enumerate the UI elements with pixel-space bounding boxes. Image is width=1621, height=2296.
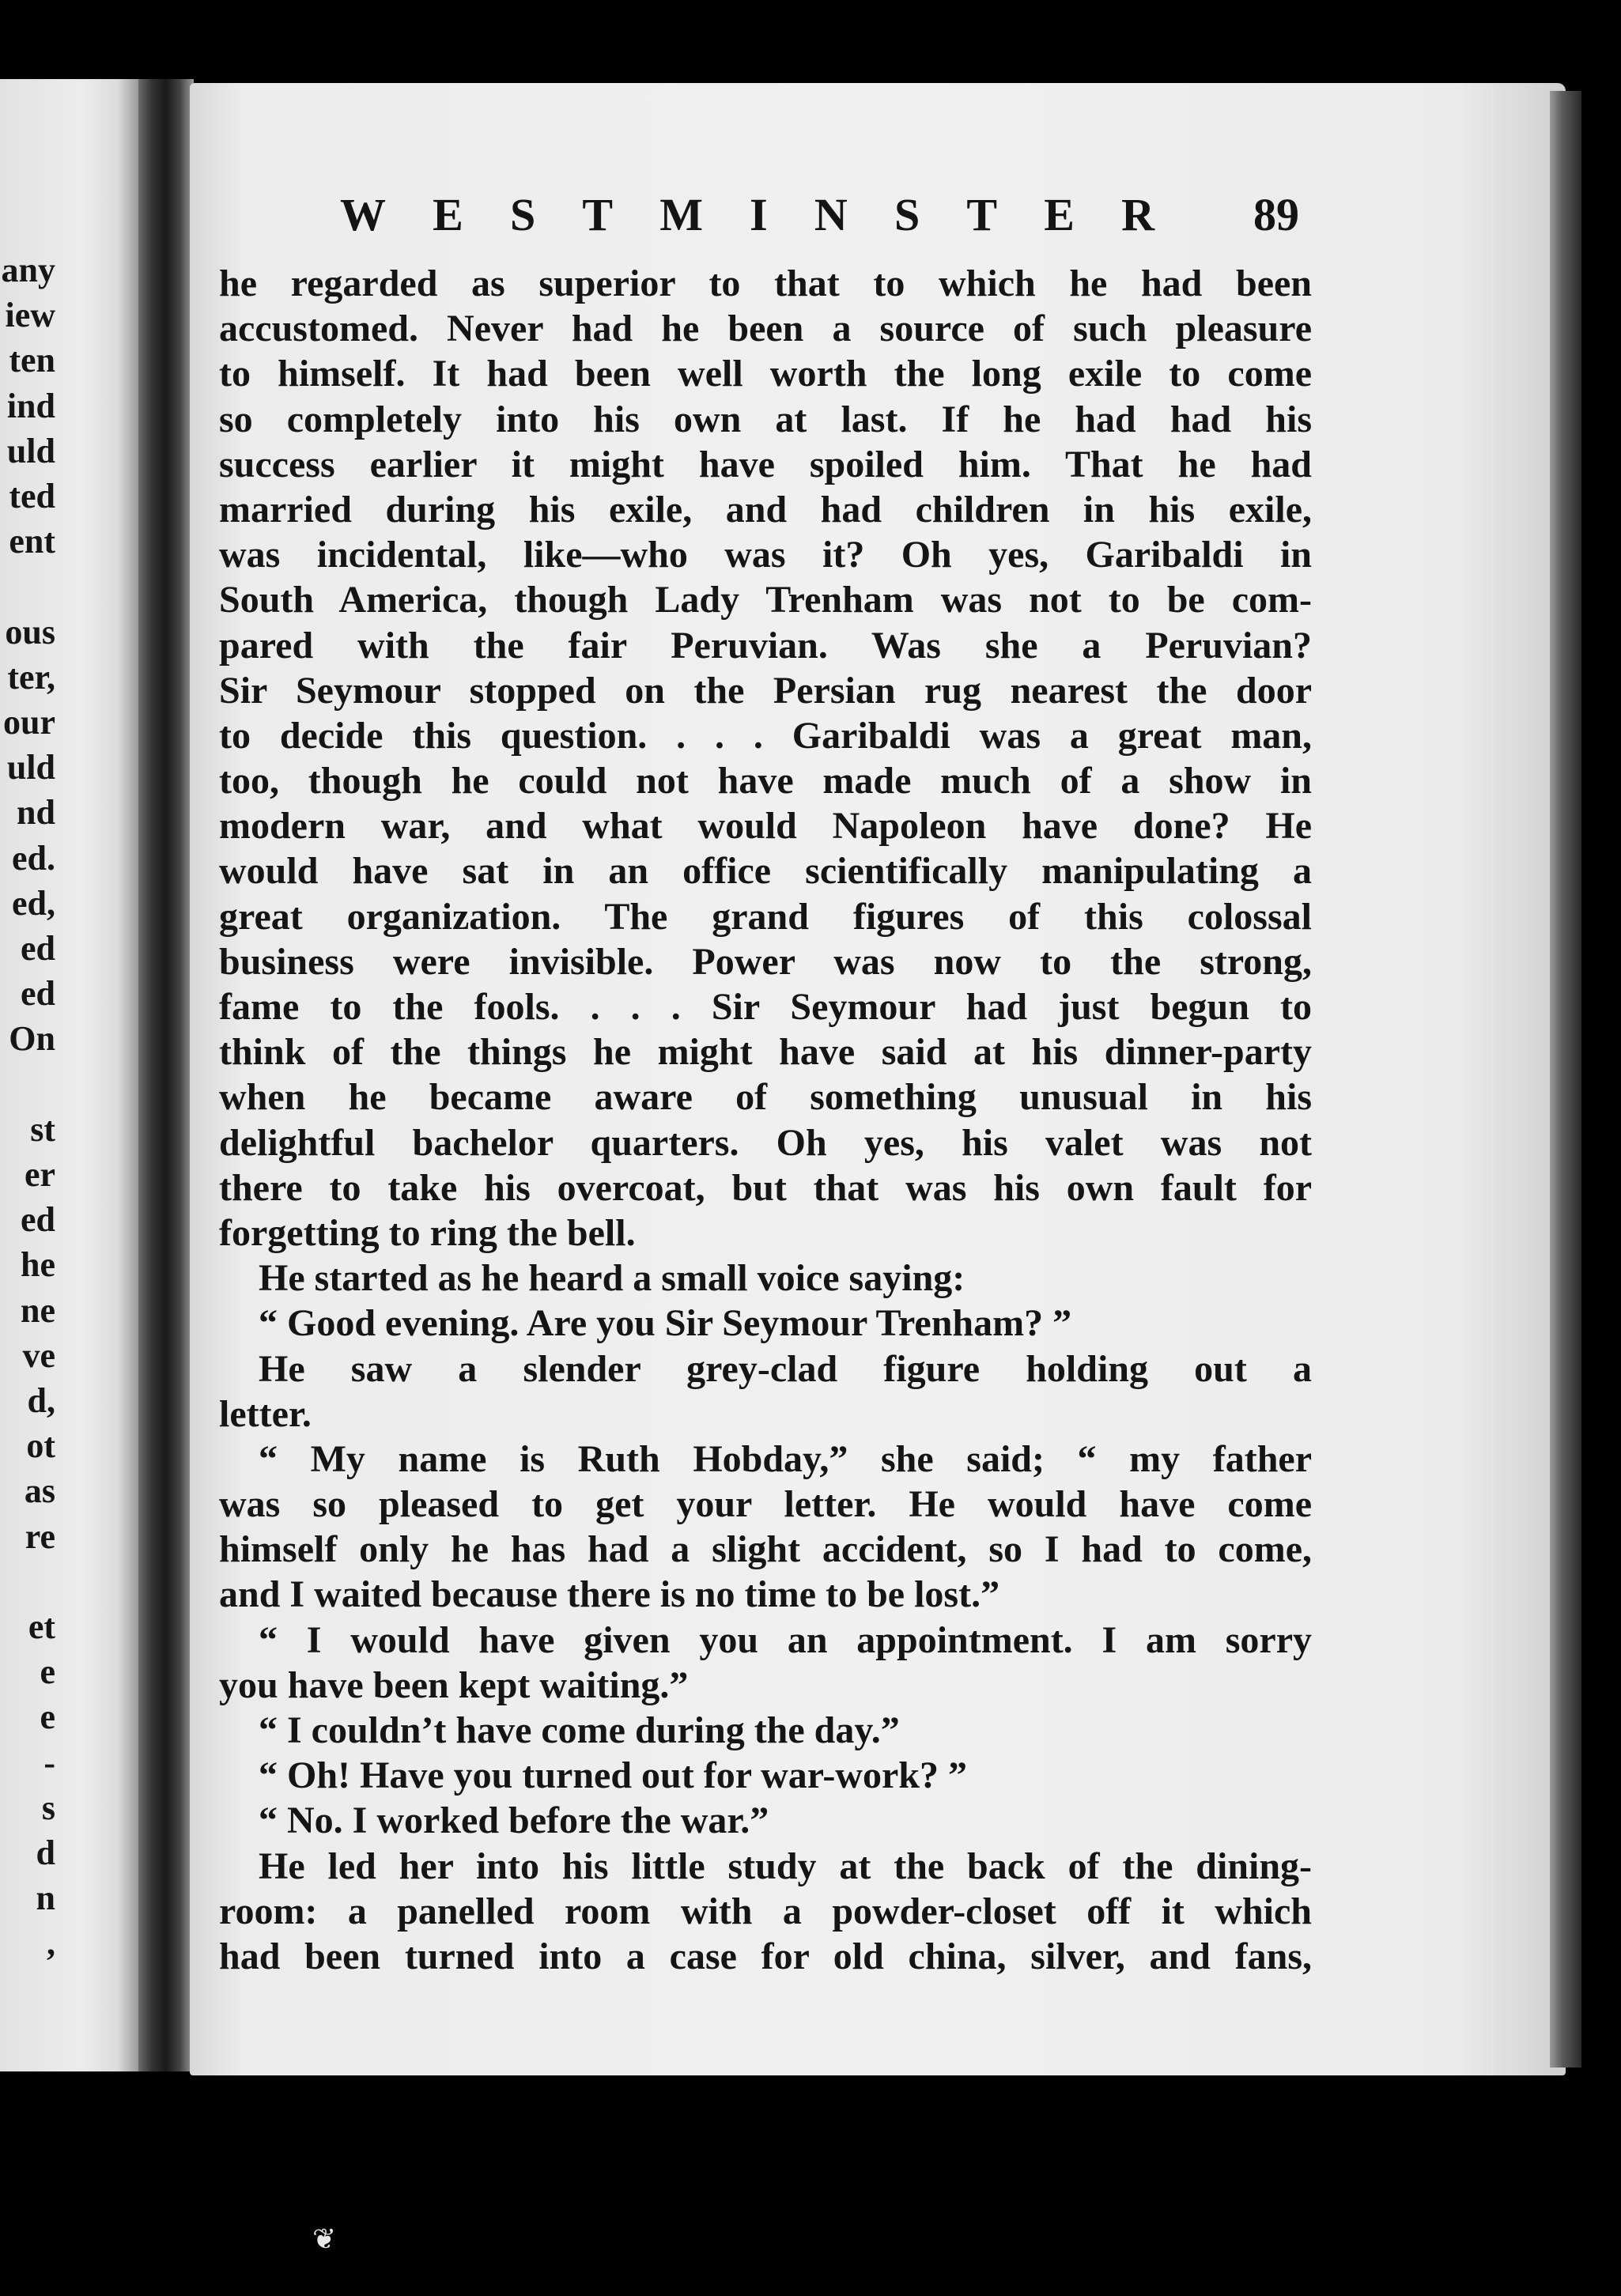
left-page-fragment: ed bbox=[21, 1200, 55, 1240]
running-head-letter: T bbox=[966, 189, 998, 240]
text-line: had been turned into a case for old china, silver, and fans, bbox=[219, 1935, 1312, 1977]
page-edge-shadow bbox=[1550, 91, 1581, 2068]
text-line: “ Oh! Have you turned out for war-work? ” bbox=[259, 1754, 967, 1797]
left-page-fragment: et bbox=[28, 1607, 55, 1646]
running-head-letter: E bbox=[433, 189, 463, 240]
text-line: room: a panelled room with a powder-closet off it which bbox=[219, 1890, 1312, 1932]
running-head-letter: I bbox=[750, 189, 768, 240]
left-page-fragment: - bbox=[43, 1743, 55, 1782]
text-line: business were invisible. Power was now to the strong, bbox=[219, 940, 1312, 983]
text-line: “ I couldn’t have come during the day.” bbox=[259, 1709, 900, 1751]
text-line: “ Good evening. Are you Sir Seymour Trenham? ” bbox=[259, 1302, 1072, 1345]
running-head-letter: E bbox=[1044, 189, 1075, 240]
book-gutter bbox=[138, 79, 194, 2071]
running-head-letter: M bbox=[659, 189, 704, 240]
text-line: fame to the fools. . . . Sir Seymour had just begun to bbox=[219, 986, 1312, 1028]
page-number: 89 bbox=[1253, 189, 1299, 240]
left-page-fragment: ter, bbox=[7, 657, 55, 697]
text-line: He saw a slender grey-clad figure holding out a bbox=[259, 1347, 1312, 1390]
left-page-fragment: ed. bbox=[12, 838, 55, 878]
running-head-letter: N bbox=[814, 189, 848, 240]
left-page-fragment: ed bbox=[21, 974, 55, 1014]
running-head-letter: T bbox=[582, 189, 614, 240]
left-page-fragment: e bbox=[40, 1697, 55, 1737]
left-page-fragment: iew bbox=[5, 296, 55, 335]
body-text bbox=[219, 261, 1312, 1979]
left-page-fragment: our bbox=[3, 703, 55, 742]
text-line: when he became aware of something unusual in his bbox=[219, 1076, 1312, 1119]
left-page-fragment: ne bbox=[21, 1290, 55, 1330]
left-page-fragment: n bbox=[36, 1879, 55, 1918]
left-page-fragment: ve bbox=[22, 1335, 55, 1375]
left-page-fragment: ten bbox=[9, 341, 55, 380]
text-line: modern war, and what would Napoleon have done? He bbox=[219, 805, 1312, 848]
running-head-letter: S bbox=[510, 189, 536, 240]
text-line: you have been kept waiting.” bbox=[219, 1663, 689, 1706]
text-line: too, though he could not have made much of a show in bbox=[219, 760, 1312, 802]
left-page-fragment: as bbox=[24, 1471, 55, 1511]
text-line: delightful bachelor quarters. Oh yes, his valet was not bbox=[219, 1121, 1312, 1164]
left-page-fragment: ted bbox=[9, 477, 55, 515]
text-line: Sir Seymour stopped on the Persian rug nearest the door bbox=[219, 669, 1312, 712]
left-page-fragment: uld bbox=[6, 748, 55, 787]
left-page-fragment: On bbox=[9, 1019, 55, 1059]
left-page-fragment: ent bbox=[9, 522, 55, 561]
text-line: think of the things he might have said at his dinner-party bbox=[219, 1031, 1312, 1074]
text-line: great organization. The grand figures of this colossal bbox=[219, 895, 1312, 938]
text-line: there to take his overcoat, but that was his own fault for bbox=[219, 1166, 1312, 1209]
running-head-letter: S bbox=[894, 189, 920, 240]
text-line: was incidental, like—who was it? Oh yes, Garibaldi in bbox=[219, 534, 1312, 576]
left-page-fragment: , bbox=[47, 1924, 55, 1963]
text-line: accustomed. Never had he been a source of such pleasure bbox=[219, 308, 1312, 350]
text-line: “ No. I worked before the war.” bbox=[259, 1799, 769, 1842]
left-page-fragment: re bbox=[25, 1516, 55, 1556]
left-page-fragment: e bbox=[40, 1652, 55, 1692]
left-facing-page bbox=[0, 79, 138, 2071]
left-page-fragment: st bbox=[30, 1109, 55, 1149]
left-page-fragment: ous bbox=[5, 612, 55, 651]
left-page-fragment: ot bbox=[26, 1426, 55, 1466]
left-page-fragment: nd bbox=[17, 793, 55, 833]
text-line: success earlier it might have spoiled him. That he had bbox=[219, 443, 1312, 485]
text-line: was so pleased to get your letter. He would have come bbox=[219, 1483, 1312, 1526]
left-page-fragment: er bbox=[24, 1155, 55, 1194]
text-line: pared with the fair Peruvian. Was she a Peruvian? bbox=[219, 624, 1312, 667]
text-line: so completely into his own at last. If he had had his bbox=[219, 398, 1312, 440]
text-line: and I waited because there is no time to be lost.” bbox=[219, 1573, 1000, 1616]
text-line: to himself. It had been well worth the long exile to come bbox=[219, 353, 1312, 395]
text-line: himself only he has had a slight accident, so I had to come, bbox=[219, 1528, 1312, 1571]
text-line: to decide this question. . . . Garibaldi was a great man, bbox=[219, 714, 1312, 757]
text-line: He started as he heard a small voice saying: bbox=[259, 1257, 965, 1300]
left-page-fragment: ind bbox=[6, 386, 55, 425]
text-line: he regarded as superior to that to which he had been bbox=[219, 262, 1312, 304]
left-page-fragment: ed bbox=[21, 929, 55, 968]
left-page-fragment: d bbox=[36, 1833, 55, 1872]
text-line: forgetting to ring the bell. bbox=[219, 1211, 636, 1254]
left-page-fragment: d, bbox=[27, 1381, 55, 1420]
running-head-letter: R bbox=[1121, 189, 1154, 240]
text-line: He led her into his little study at the back of the dining- bbox=[259, 1845, 1312, 1887]
running-head bbox=[340, 188, 1154, 241]
text-line: “ I would have given you an appointment. I am sorry bbox=[259, 1618, 1312, 1661]
left-page-fragment: ed, bbox=[12, 883, 55, 923]
text-line: South America, though Lady Trenham was not to be com- bbox=[219, 579, 1312, 621]
left-page-fragment: any bbox=[1, 251, 55, 289]
bottom-ornament-icon: ❦ bbox=[312, 2223, 337, 2256]
text-line: married during his exile, and had children in his exile, bbox=[219, 488, 1312, 531]
text-line: letter. bbox=[219, 1392, 312, 1435]
left-page-fragment: he bbox=[21, 1245, 55, 1285]
left-page-fragment: s bbox=[41, 1788, 55, 1827]
text-line: “ My name is Ruth Hobday,” she said; “ my father bbox=[259, 1437, 1312, 1480]
left-page-fragment: uld bbox=[6, 431, 55, 470]
running-head-letter: W bbox=[340, 189, 386, 240]
text-line: would have sat in an office scientifically manipulating a bbox=[219, 850, 1312, 893]
